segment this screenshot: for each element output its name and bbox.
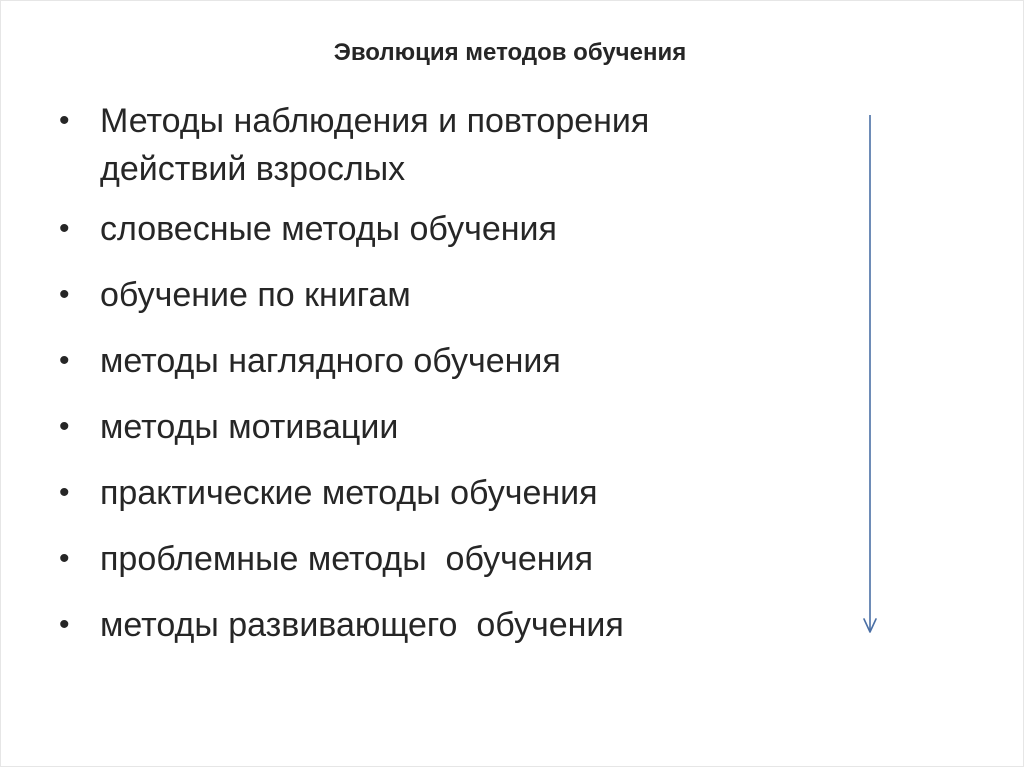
bullet-icon: • xyxy=(59,212,70,245)
slide-title: Эволюция методов обучения xyxy=(333,39,687,66)
list-item xyxy=(57,469,817,517)
list-item xyxy=(57,403,817,451)
bullet-icon: • xyxy=(59,104,70,137)
bullet-icon: • xyxy=(59,410,70,443)
list-item-text: Методы наблюдения и повторения действий взрослых xyxy=(100,102,650,188)
list-item-text: методы наглядного обучения xyxy=(100,342,561,380)
bullet-icon: • xyxy=(59,476,70,509)
list-item xyxy=(57,337,817,385)
list-item xyxy=(57,97,790,193)
bullet-icon: • xyxy=(59,608,70,641)
list-item xyxy=(57,601,817,649)
bullet-list xyxy=(57,97,817,667)
list-item xyxy=(57,271,817,319)
bullet-icon: • xyxy=(59,542,70,575)
list-item xyxy=(57,535,817,583)
list-item xyxy=(57,205,817,253)
list-item-text: практические методы обучения xyxy=(100,474,598,512)
bullet-icon: • xyxy=(59,344,70,377)
bullet-icon: • xyxy=(59,278,70,311)
list-item-text: методы развивающего обучения xyxy=(100,606,624,644)
arrow-down-icon xyxy=(856,113,886,643)
list-item-text: обучение по книгам xyxy=(100,276,411,314)
list-item-text: методы мотивации xyxy=(100,408,399,446)
list-item-text: проблемные методы обучения xyxy=(100,540,593,578)
list-item-text: словесные методы обучения xyxy=(100,210,557,248)
